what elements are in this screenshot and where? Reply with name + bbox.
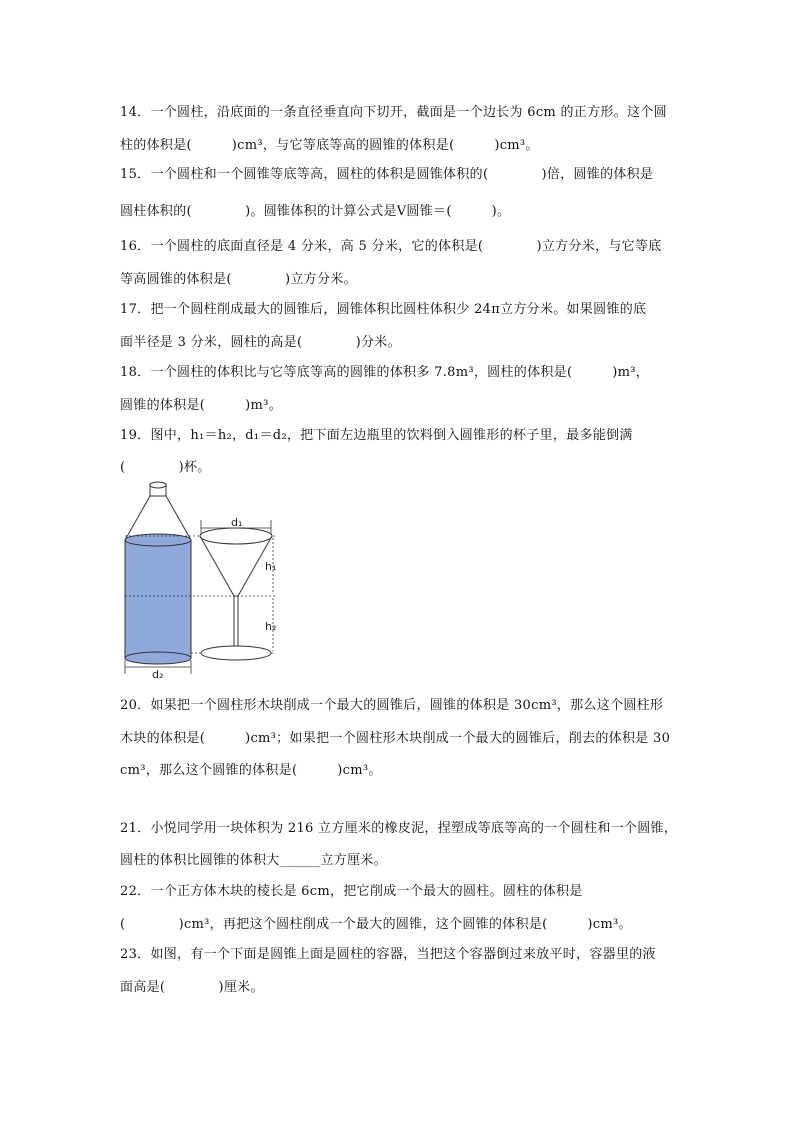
question-20-line-3: cm³，那么这个圆锥的体积是( )cm³。 — [120, 763, 382, 778]
question-19-line-2: ( )杯。 — [120, 460, 211, 475]
h2-label: h₂ — [265, 620, 277, 633]
question-23-line-2: 面高是( )厘米。 — [120, 980, 264, 995]
question-22-line-2: ( )cm³，再把这个圆柱削成一个最大的圆锥，这个圆锥的体积是( )cm³。 — [120, 917, 632, 932]
question-17-line-2: 面半径是 3 分米，圆柱的高是( )分米。 — [120, 335, 401, 350]
question-15-line-2: 圆柱体积的( )。圆锥体积的计算公式是V圆锥＝( )。 — [120, 204, 511, 219]
question-21-line-2: 圆柱的体积比圆锥的体积大______立方厘米。 — [120, 853, 387, 868]
question-22-line-1: 22．一个正方体木块的棱长是 6cm，把它削成一个最大的圆柱。圆柱的体积是 — [120, 884, 583, 899]
cup-base — [201, 646, 271, 660]
cup-cone — [200, 536, 272, 596]
question-18-line-2: 圆锥的体积是( )m³。 — [120, 398, 282, 413]
question-17-line-1: 17．把一个圆柱削成最大的圆锥后，圆锥体积比圆柱体积少 24π立方分米。如果圆锥的底 — [120, 302, 647, 317]
question-14-line-1: 14．一个圆柱，沿底面的一条直径垂直向下切开，截面是一个边长为 6cm 的正方形。这个圆 — [120, 105, 667, 120]
question-21-line-1: 21．小悦同学用一块体积为 216 立方厘米的橡皮泥，捏塑成等底等高的一个圆柱和一个圆锥， — [120, 821, 678, 836]
figure-svg — [115, 478, 295, 683]
bottle-shoulder — [125, 496, 191, 540]
question-23-line-1: 23．如图，有一个下面是圆锥上面是圆柱的容器，当把这个容器倒过来放平时，容器里的液 — [120, 947, 656, 962]
question-19-line-1: 19．图中，h₁＝h₂，d₁＝d₂，把下面左边瓶里的饮料倒入圆锥形的杯子里，最多能倒满 — [120, 428, 633, 443]
bottle-bottom-ellipse — [125, 652, 191, 664]
bottle-and-cup-figure — [115, 478, 295, 683]
d1-label: d₁ — [231, 516, 243, 529]
bottle-liquid — [125, 540, 191, 658]
h1-label: h₁ — [265, 560, 277, 573]
cup-rim — [200, 528, 272, 544]
question-20-line-2: 木块的体积是( )cm³；如果把一个圆柱形木块削成一个最大的圆锥后，削去的体积是 30 — [120, 731, 671, 746]
question-14-line-2: 柱的体积是( )cm³，与它等底等高的圆锥的体积是( )cm³。 — [120, 138, 539, 153]
question-20-line-1: 20．如果把一个圆柱形木块削成一个最大的圆锥后，圆锥的体积是 30cm³，那么这个圆柱形 — [120, 698, 664, 713]
question-16-line-1: 16．一个圆柱的底面直径是 4 分米，高 5 分米，它的体积是( )立方分米，与它等底 — [120, 239, 662, 254]
bottle-cap — [150, 482, 166, 488]
cup-stem — [234, 596, 238, 648]
question-16-line-2: 等高圆锥的体积是( )立方分米。 — [120, 272, 357, 287]
question-15-line-1: 15．一个圆柱和一个圆锥等底等高，圆柱的体积是圆锥体积的( )倍，圆锥的体积是 — [120, 167, 654, 182]
question-18-line-1: 18．一个圆柱的体积比与它等底等高的圆锥的体积多 7.8m³，圆柱的体积是( )m³， — [120, 365, 650, 380]
d2-label: d₂ — [152, 668, 164, 681]
